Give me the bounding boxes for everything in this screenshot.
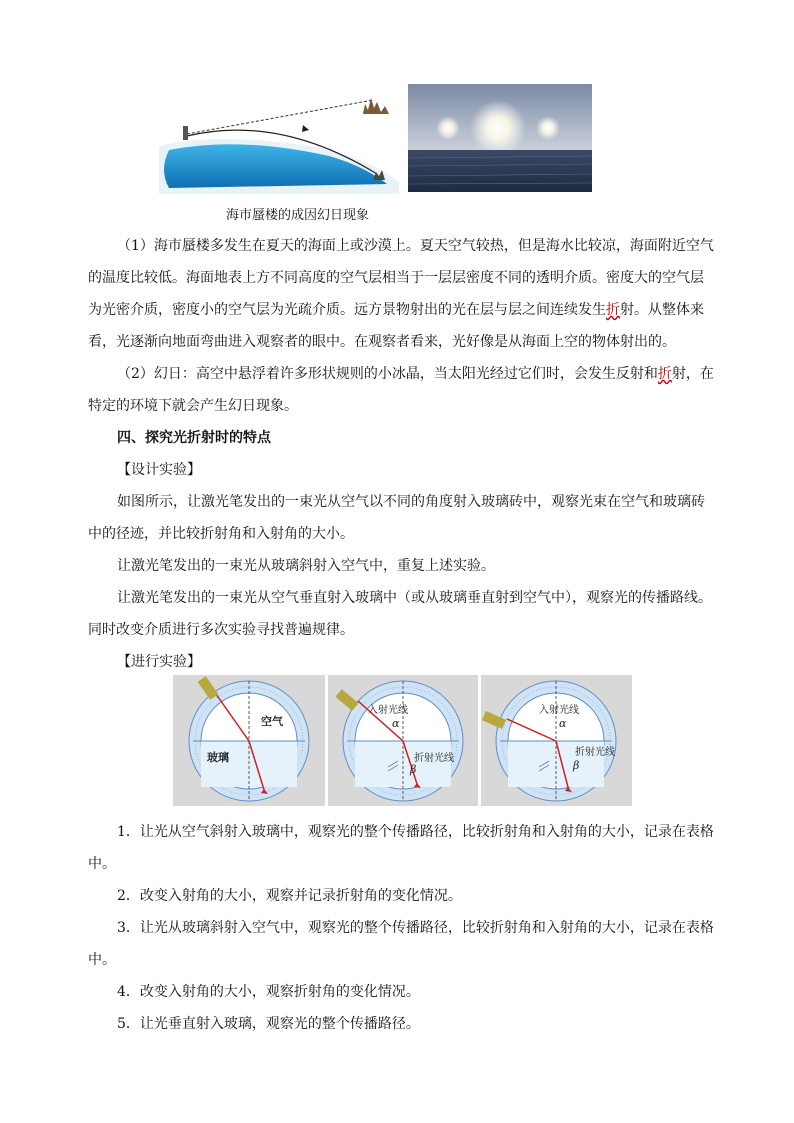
step-3-line1: 3．让光从玻璃斜射入空气中，观察光的整个传播路径，比较折射角和入射角的大小，记录在表格 [117, 920, 714, 936]
label-alpha-3: α [559, 717, 567, 730]
label-beta-3: β [573, 759, 580, 772]
step-4: 4．改变入射角的大小，观察折射角的变化情况。 [117, 984, 420, 1000]
p1-line3-a: 为光密介质，密度小的空气层为光疏介质。远方景物射出的光在层与层之间连续发生 [88, 302, 606, 318]
label-glass: 玻璃 [207, 751, 229, 764]
protractor-figure-2 [328, 675, 478, 806]
p2-line1-c: 射，在 [671, 366, 714, 382]
p1-line2: 的温度比较低。海面地表上方不同高度的空气层相当于一层层密度不同的透明介质。密度大的空气层 [88, 270, 704, 286]
mirage-illustration [159, 84, 407, 194]
design-p1-line1: 如图所示，让激光笔发出的一束光从空气以不同的角度射入玻璃砖中，观察光束在空气和玻璃砖 [117, 494, 705, 510]
label-air: 空气 [261, 715, 283, 728]
step-2: 2．改变入射角的大小，观察并记录折射角的变化情况。 [117, 888, 462, 904]
design-p1-line2: 中的径迹，并比较折射角和入射角的大小。 [88, 526, 354, 542]
label-alpha-2: α [392, 717, 400, 730]
figure-caption [226, 207, 369, 225]
p1-line3-highlight: 折 [606, 302, 620, 318]
p1-line3-c: 射。从整体来 [620, 302, 704, 318]
label-incident-3: 入射光线 [539, 705, 579, 716]
caption-sundog: 幻日现象 [317, 208, 370, 223]
design-label: 【设计实验】 [117, 462, 201, 478]
p1-line3 [88, 300, 704, 320]
label-refracted-3: 折射光线 [575, 747, 615, 758]
p2-line2: 特定的环境下就会产生幻日现象。 [88, 398, 298, 414]
protractor-figure-1 [173, 675, 325, 806]
p2-line1-a: （2）幻日：高空中悬浮着许多形状规则的小冰晶，当太阳光经过它们时，会发生反射和 [117, 366, 658, 382]
step-3-line2: 中。 [88, 952, 116, 968]
sundog-photo [408, 84, 592, 192]
section-heading: 四、探究光折射时的特点 [117, 430, 271, 446]
label-refracted-2: 折射光线 [414, 753, 454, 764]
step-5: 5．让光垂直射入玻璃，观察光的整个传播路径。 [117, 1016, 420, 1032]
design-p3-line2: 同时改变介质进行多次实验寻找普遍规律。 [88, 622, 354, 638]
label-incident-2: 入射光线 [368, 705, 408, 716]
caption-mirage: 海市蜃楼的成因 [226, 208, 318, 223]
p1-line4: 看，光逐渐向地面弯曲进入观察者的眼中。在观察者看来，光好像是从海面上空的物体射出的。 [88, 334, 676, 350]
conduct-label: 【进行实验】 [117, 654, 201, 670]
p1-line1: （1）海市蜃楼多发生在夏天的海面上或沙漠上。夏天空气较热，但是海水比较凉，海面附近空气 [117, 238, 714, 254]
design-p3-line1: 让激光笔发出的一束光从空气垂直射入玻璃中（或从玻璃垂直射到空气中），观察光的传播路线。 [117, 590, 712, 606]
label-beta-2: β [410, 763, 417, 776]
p2-line1 [117, 364, 714, 384]
step-1-line2: 中。 [88, 856, 116, 872]
p2-line1-highlight: 折 [657, 366, 672, 382]
protractor-figure-3 [481, 675, 632, 806]
step-1-line1: 1．让光从空气斜射入玻璃中，观察光的整个传播路径，比较折射角和入射角的大小，记录在表格 [117, 824, 714, 840]
design-p2: 让激光笔发出的一束光从玻璃斜射入空气中，重复上述实验。 [117, 558, 495, 574]
